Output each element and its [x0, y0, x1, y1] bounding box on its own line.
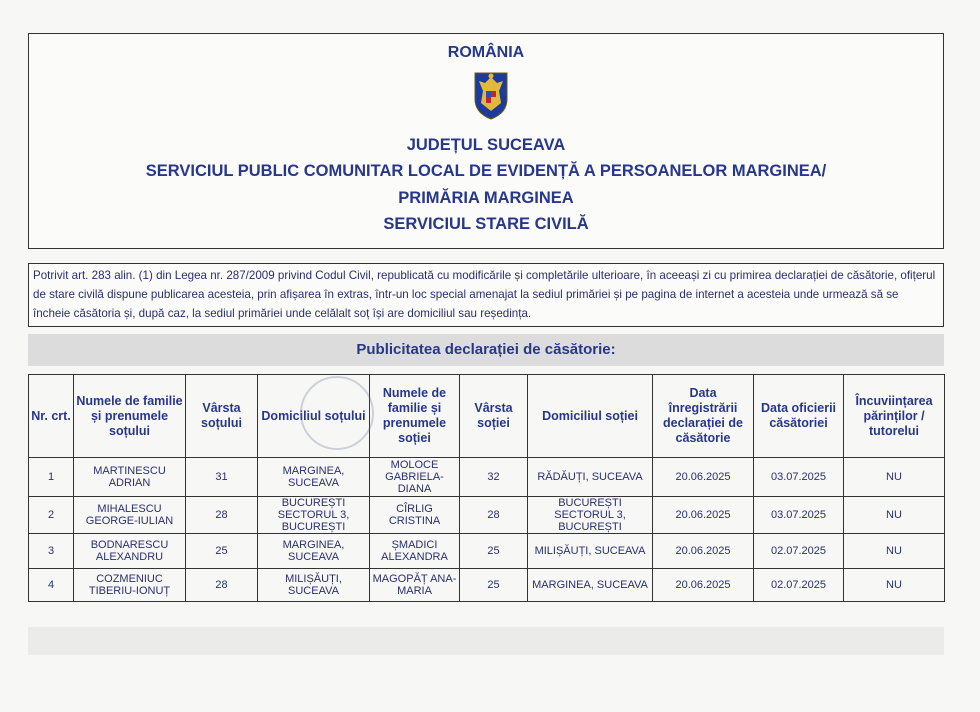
- table-cell: BUCUREȘTI SECTORUL 3, BUCUREȘTI: [258, 497, 370, 534]
- table-cell: 03.07.2025: [754, 497, 844, 534]
- table-cell: 25: [460, 569, 528, 602]
- table-cell: 03.07.2025: [754, 458, 844, 497]
- table-cell: MILIȘĂUȚI, SUCEAVA: [528, 534, 653, 569]
- service-line-3: SERVICIUL STARE CIVILĂ: [383, 215, 589, 233]
- table-row: [29, 534, 945, 569]
- table-cell: 2: [29, 497, 74, 534]
- table-cell: NU: [844, 497, 945, 534]
- table-cell: MARTINESCU ADRIAN: [74, 458, 186, 497]
- publication-title: Publicitatea declarației de căsătorie:: [28, 334, 944, 366]
- table-cell: COZMENIUC TIBERIU-IONUȚ: [74, 569, 186, 602]
- col-header: Data înregistrării declarației de căsătorie: [653, 375, 754, 458]
- table-cell: 25: [186, 534, 258, 569]
- table-cell: 32: [460, 458, 528, 497]
- table-cell: BUCUREȘTI SECTORUL 3, BUCUREȘTI: [528, 497, 653, 534]
- service-line-1: SERVICIUL PUBLIC COMUNITAR LOCAL DE EVIDENȚĂ A PERSOANELOR MARGINEA/: [145, 162, 827, 180]
- table-cell: 31: [186, 458, 258, 497]
- table-row: [29, 458, 945, 497]
- col-header: Numele de familie și prenumele soțului: [74, 375, 186, 458]
- romania-coat-of-arms-icon: [471, 69, 511, 121]
- table-cell: 28: [186, 569, 258, 602]
- col-header: Vârsta soțului: [186, 375, 258, 458]
- table-cell: MARGINEA, SUCEAVA: [258, 458, 370, 497]
- col-header: Vârsta soției: [460, 375, 528, 458]
- county-line: JUDEȚUL SUCEAVA: [406, 136, 566, 154]
- table-header-row: [29, 375, 945, 458]
- legal-intro-text: Potrivit art. 283 alin. (1) din Legea nr. 287/2009 privind Codul Civil, republicată cu modificările și completările ulterioare, în aceeași zi cu primirea declarației de căsătorie, ofițerul de stare civilă dispune publicarea acesteia, prin afișarea în extras, într-un loc special amenajat la sediul primăriei și pe pagina de internet a acesteia unde urmează să se încheie căsătoria și, după caz, la sediul primăriei unde celălalt soț își are domiciliul sau reședința.: [28, 263, 944, 327]
- faded-stamp: [300, 376, 374, 450]
- table-cell: MARGINEA, SUCEAVA: [258, 534, 370, 569]
- table-cell: MAGOPĂȚ ANA-MARIA: [370, 569, 460, 602]
- table-cell: CÎRLIG CRISTINA: [370, 497, 460, 534]
- table-cell: 28: [460, 497, 528, 534]
- table-cell: 20.06.2025: [653, 458, 754, 497]
- col-header: Data oficierii căsătoriei: [754, 375, 844, 458]
- col-header: Numele de familie și prenumele soției: [370, 375, 460, 458]
- header-box: [28, 33, 944, 249]
- col-header: Nr. crt.: [29, 375, 74, 458]
- table-cell: 4: [29, 569, 74, 602]
- table-cell: 20.06.2025: [653, 497, 754, 534]
- table-cell: NU: [844, 534, 945, 569]
- table-cell: 02.07.2025: [754, 534, 844, 569]
- table-cell: MIHALESCU GEORGE-IULIAN: [74, 497, 186, 534]
- table-cell: BODNARESCU ALEXANDRU: [74, 534, 186, 569]
- table-cell: 3: [29, 534, 74, 569]
- table-cell: ȘMADICI ALEXANDRA: [370, 534, 460, 569]
- table-row: [29, 497, 945, 534]
- country-title: ROMÂNIA: [447, 44, 525, 61]
- table-cell: MARGINEA, SUCEAVA: [528, 569, 653, 602]
- service-line-2: PRIMĂRIA MARGINEA: [398, 189, 574, 207]
- col-header: Încuviințarea părinților / tutorelui: [844, 375, 945, 458]
- table-cell: 20.06.2025: [653, 534, 754, 569]
- col-header: Domiciliul soției: [528, 375, 653, 458]
- table-cell: MOLOCE GABRIELA-DIANA: [370, 458, 460, 497]
- table-cell: 02.07.2025: [754, 569, 844, 602]
- table-row: [29, 569, 945, 602]
- col-header: Domiciliul soțului: [258, 375, 370, 458]
- table-cell: MILIȘĂUȚI, SUCEAVA: [258, 569, 370, 602]
- table-cell: 20.06.2025: [653, 569, 754, 602]
- table-cell: NU: [844, 569, 945, 602]
- table-cell: RĂDĂUȚI, SUCEAVA: [528, 458, 653, 497]
- table-cell: 1: [29, 458, 74, 497]
- bleed-through-bar: [28, 627, 944, 655]
- table-cell: NU: [844, 458, 945, 497]
- table-cell: 25: [460, 534, 528, 569]
- table-cell: 28: [186, 497, 258, 534]
- marriage-declarations-table: [28, 374, 945, 602]
